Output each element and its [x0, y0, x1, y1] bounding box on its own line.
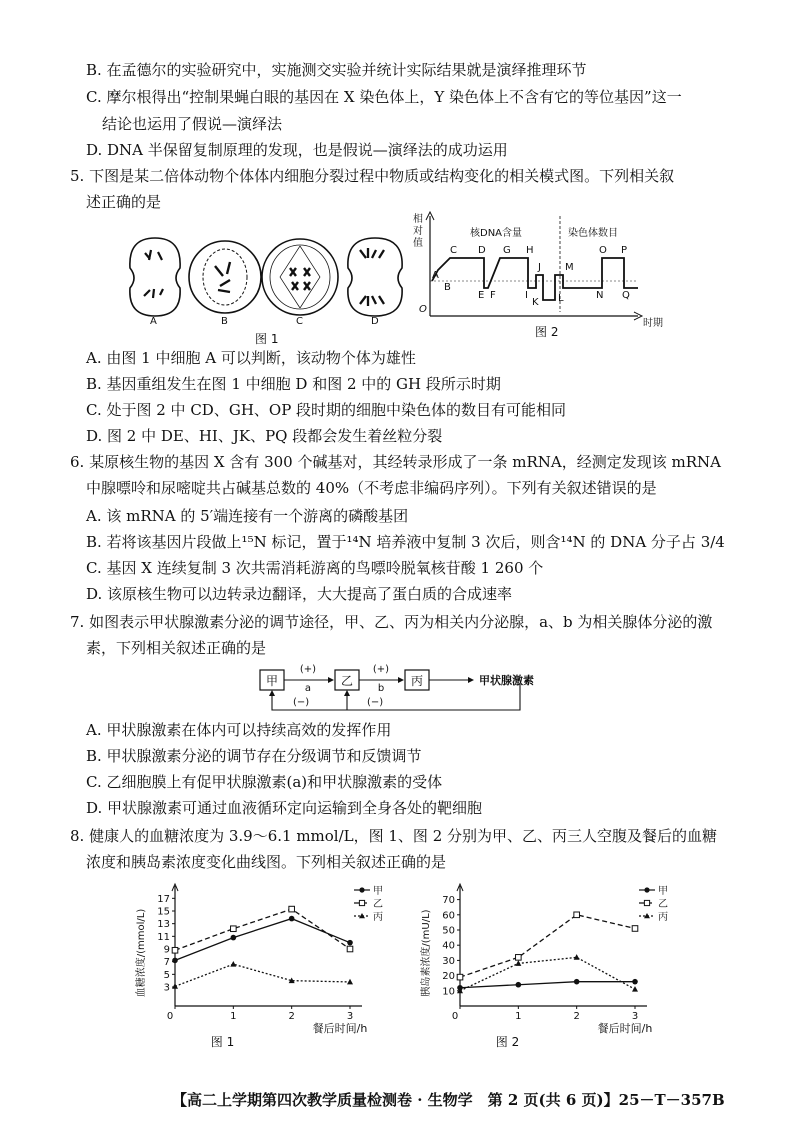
data-point-triangle [632, 986, 638, 992]
fig2-pt-h: H [526, 245, 534, 256]
fig2-pt-c: C [450, 245, 457, 256]
fig2-pt-m: M [565, 262, 574, 273]
legend-marker [644, 900, 649, 905]
q6-option-c: C. 基因 X 连续复制 3 次共需消耗游离的鸟嘌呤脱氧核苷酸 1 260 个 [86, 559, 544, 577]
hormone-b-label: b [377, 683, 385, 694]
insulin-chart [415, 880, 685, 1050]
q5-stem-line2: 述正确的是 [86, 193, 162, 211]
q6-stem-line2: 中腺嘌呤和尿嘧啶共占碱基总数的 40%（不考虑非编码序列）。下列有关叙述错误的是 [86, 479, 657, 497]
data-point-circle [289, 916, 295, 922]
q5-option-a: A. 由图 1 中细胞 A 可以判断，该动物个体为雄性 [86, 349, 416, 367]
y-tick-label: 3 [163, 982, 170, 994]
thyroid-hormone-label: 甲状腺激素 [479, 674, 534, 687]
y-axis-label: 血糖浓度/(mmol/L) [136, 908, 147, 998]
y-axis-label: 胰岛素浓度/(mU/L) [421, 909, 432, 997]
fig2-pt-i: I [525, 290, 528, 301]
x-tick-label: 0 [451, 1011, 459, 1022]
data-point-circle [632, 979, 638, 985]
q5-stem-line1: 5. 下图是某二倍体动物个体体内细胞分裂过程中物质或结构变化的相关模式图。下列相关叙 [70, 167, 675, 185]
data-point-square [457, 974, 463, 980]
data-point-triangle [230, 961, 236, 967]
cell-label-b: B [221, 316, 228, 327]
data-point-square [516, 955, 522, 961]
y-tick-label: 60 [442, 910, 455, 922]
cell-label-a: A [150, 316, 157, 327]
cell-b [189, 241, 261, 313]
x-tick-label: 3 [631, 1011, 639, 1022]
y-tick-label: 70 [442, 895, 455, 907]
x-tick-label: 1 [230, 1011, 237, 1022]
y-tick-label: 15 [157, 906, 170, 918]
x-tick-label: 2 [573, 1011, 580, 1022]
data-point-square [289, 906, 295, 912]
data-point-circle [516, 982, 522, 988]
fig2-pt-d: D [478, 245, 486, 256]
legend-marker [359, 900, 364, 905]
q6-option-a: A. 该 mRNA 的 5′端连接有一个游离的磷酸基团 [86, 507, 409, 525]
data-point-triangle [515, 960, 521, 966]
y-tick-label: 5 [163, 969, 170, 981]
fig2-point-labels [432, 245, 630, 308]
figure-1-caption: 图 1 [255, 332, 279, 346]
legend-label: 丙 [658, 912, 668, 923]
y-tick-label: 50 [442, 925, 455, 937]
hormone-a-label: a [304, 683, 312, 694]
chart-caption: 图 2 [495, 1035, 520, 1049]
q5-option-b: B. 基因重组发生在图 1 中细胞 D 和图 2 中的 GH 段所示时期 [86, 375, 501, 393]
q4-option-b: B. 在孟德尔的实验研究中，实施测交实验并统计实际结果就是演绎推理环节 [86, 61, 587, 79]
y-tick-label: 17 [157, 893, 170, 905]
fig2-section-dna: 核DNA含量 [470, 228, 523, 239]
figure-2-caption: 图 2 [535, 325, 559, 338]
fig2-pt-n: N [596, 290, 604, 301]
q7-stem-line1: 7. 如图表示甲状腺激素分泌的调节途径，甲、乙、丙为相关内分泌腺，a、b 为相关腺体分泌的激 [70, 613, 713, 631]
x-axis-label: 餐后时间/h [312, 1022, 368, 1035]
legend-marker [359, 887, 364, 892]
q7-option-d: D. 甲状腺激素可通过血液循环定向运输到全身各处的靶细胞 [86, 799, 483, 817]
y-tick-label: 30 [442, 955, 455, 967]
q4-option-d: D. DNA 半保留复制原理的发现，也是假说—演绎法的成功运用 [86, 141, 508, 159]
cell-label-c: C [296, 316, 303, 327]
fig2-pt-e: E [478, 290, 485, 301]
fig2-pt-p: P [621, 245, 628, 256]
series-line-1 [460, 915, 635, 977]
series-line-0 [175, 919, 350, 961]
y-tick-label: 10 [442, 986, 455, 998]
blood-glucose-chart [130, 880, 400, 1050]
fig2-xlabel: 时期 [643, 318, 663, 329]
q6-stem-line1: 6. 某原核生物的基因 X 含有 300 个碱基对，其经转录形成了一条 mRNA，经测定发现该 mRNA [70, 453, 721, 471]
q8-stem-line1: 8. 健康人的血糖浓度为 3.9～6.1 mmol/L，图 1、图 2 分别为甲、乙、丙三人空腹及餐后的血糖 [70, 827, 718, 845]
data-point-circle [231, 935, 237, 941]
fig2-section-chromosome: 染色体数目 [568, 228, 618, 239]
legend-label: 乙 [658, 899, 668, 910]
fig2-pt-b: B [444, 282, 451, 293]
data-point-square [231, 926, 237, 932]
x-tick-label: 3 [346, 1011, 354, 1022]
data-point-circle [172, 958, 178, 964]
legend-label: 甲 [373, 886, 383, 897]
q5-figure-2 [410, 208, 680, 338]
plus-label-2: (+) [372, 664, 390, 675]
fig2-pt-a: A [432, 270, 439, 281]
y-tick-label: 13 [157, 919, 170, 931]
plus-label-1: (+) [299, 664, 317, 675]
q7-stem-line2: 素，下列相关叙述正确的是 [86, 639, 267, 657]
data-point-square [347, 946, 353, 952]
x-tick-label: 1 [515, 1011, 522, 1022]
fig2-ylabel-2: 对 [413, 226, 423, 237]
data-point-triangle [347, 979, 353, 985]
page-footer: 【高二上学期第四次教学质量检测卷 · 生物学 第 2 页(共 6 页)】25－T－357B [172, 1091, 725, 1109]
minus-label-2: (−) [367, 697, 384, 708]
legend-label: 甲 [658, 886, 668, 897]
cell-c [262, 239, 338, 315]
data-point-triangle [172, 983, 178, 989]
q6-option-b: B. 若将该基因片段做上¹⁵N 标记，置于¹⁴N 培养液中复制 3 次后，则含¹⁴N 的 DNA 分子占 3/4 [86, 533, 725, 551]
fig2-pt-f: F [490, 290, 496, 301]
q7-option-c: C. 乙细胞膜上有促甲状腺激素(a)和甲状腺激素的受体 [86, 773, 443, 791]
fig2-pt-q: Q [622, 290, 630, 301]
data-point-square [632, 926, 638, 932]
q7-option-b: B. 甲状腺激素分泌的调节存在分级调节和反馈调节 [86, 747, 422, 765]
box-yi: 乙 [340, 674, 354, 688]
legend-label: 乙 [373, 899, 383, 910]
cell-label-d: D [371, 316, 379, 327]
fig2-pt-l: L [558, 293, 564, 304]
y-tick-label: 11 [157, 931, 170, 943]
fig2-origin: O [419, 304, 427, 315]
q4-option-c-line1: C. 摩尔根得出“控制果蝇白眼的基因在 X 染色体上，Y 染色体上不含有它的等位基因”这一 [86, 88, 682, 106]
fig2-ylabel-3: 值 [413, 238, 423, 249]
data-point-square [172, 947, 178, 953]
data-point-circle [574, 979, 580, 985]
legend-marker [644, 887, 649, 892]
x-tick-label: 0 [166, 1011, 174, 1022]
series-line-2 [175, 964, 350, 986]
cell-a [130, 238, 180, 316]
q7-regulation-diagram [255, 658, 565, 716]
fig2-ylabel-1: 相 [413, 214, 423, 225]
q6-option-d: D. 该原核生物可以边转录边翻译，大大提高了蛋白质的合成速率 [86, 585, 513, 603]
q4-option-c-line2: 结论也运用了假说—演绎法 [102, 115, 283, 133]
series-line-0 [460, 982, 635, 988]
minus-label-1: (−) [293, 697, 310, 708]
chart-caption: 图 1 [210, 1035, 235, 1049]
fig2-pt-g: G [503, 245, 511, 256]
data-point-square [574, 912, 580, 918]
legend-label: 丙 [373, 912, 383, 923]
y-tick-label: 20 [442, 971, 455, 983]
box-bing: 丙 [410, 674, 424, 688]
q8-stem-line2: 浓度和胰岛素浓度变化曲线图。下列相关叙述正确的是 [86, 853, 447, 871]
y-tick-label: 40 [442, 940, 455, 952]
fig2-pt-k: K [532, 297, 539, 308]
y-tick-label: 7 [163, 957, 170, 969]
q5-option-c: C. 处于图 2 中 CD、GH、OP 段时期的细胞中染色体的数目有可能相同 [86, 401, 567, 419]
cell-d [348, 238, 402, 316]
x-axis-label: 餐后时间/h [597, 1022, 653, 1035]
x-tick-label: 2 [288, 1011, 295, 1022]
q5-figure-1 [120, 228, 410, 348]
box-jia: 甲 [265, 674, 279, 688]
fig2-pt-j: J [538, 262, 541, 273]
fig2-trace [432, 258, 638, 300]
q5-option-d: D. 图 2 中 DE、HI、JK、PQ 段都会发生着丝粒分裂 [86, 427, 443, 445]
q7-option-a: A. 甲状腺激素在体内可以持续高效的发挥作用 [86, 721, 392, 739]
fig2-pt-o: O [599, 245, 607, 256]
data-point-circle [347, 940, 353, 946]
y-tick-label: 9 [163, 944, 170, 956]
series-line-1 [175, 909, 350, 950]
